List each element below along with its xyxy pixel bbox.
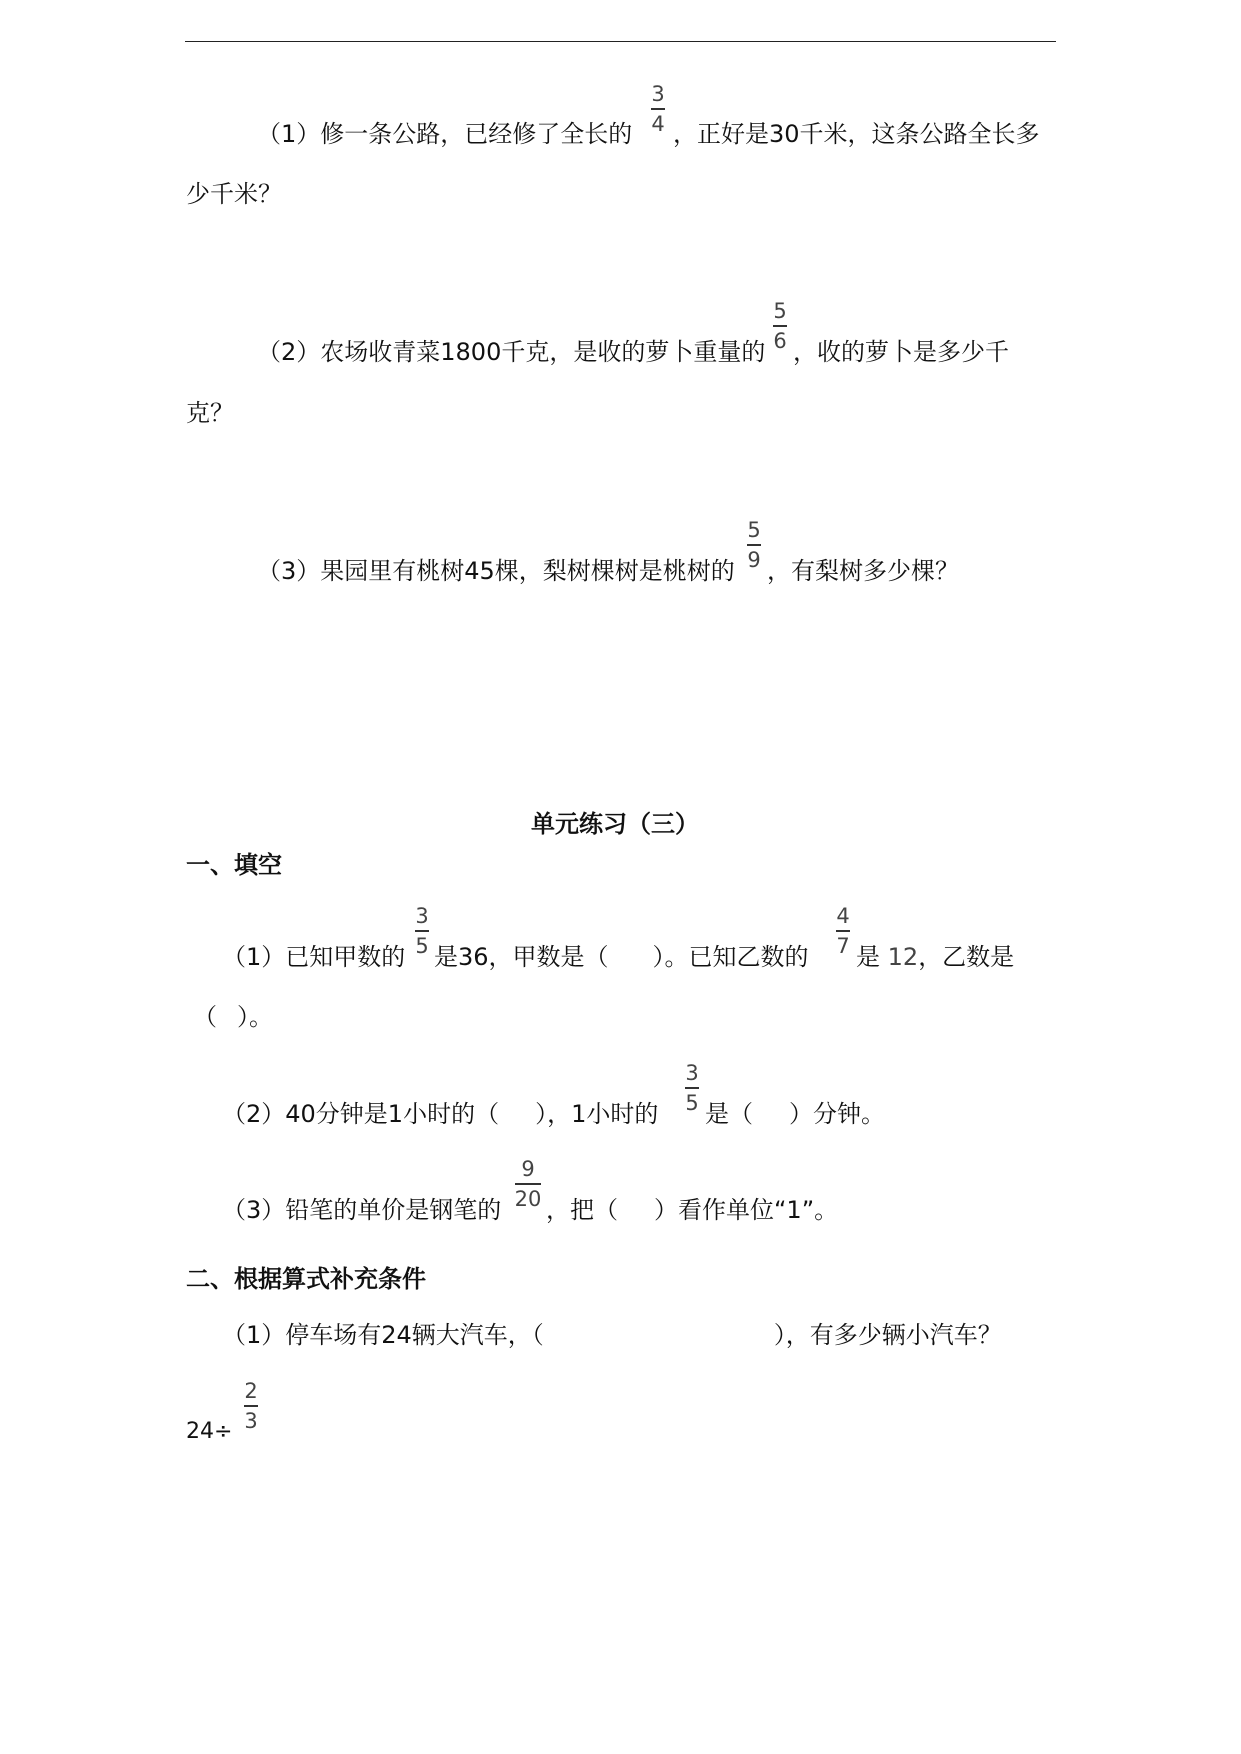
section-heading-complete-conditions: 二、根据算式补充条件: [186, 1265, 426, 1293]
fill-blank-1-text-d: 是: [856, 943, 880, 971]
problem-3-after: [767, 556, 959, 586]
fraction-3-5: [411, 905, 433, 957]
fill-blank-1-a: [222, 942, 405, 972]
fill-blank-1-text-c: ）。已知乙数的: [652, 943, 809, 971]
fraction-bar: [685, 1087, 699, 1089]
condition-1-text-a: （1）停车场有24辆大汽车，（: [222, 1321, 544, 1349]
unit-title: 单元练习（三）: [531, 810, 699, 838]
fill-blank-2-c: [705, 1099, 885, 1129]
numerator: 5: [747, 518, 761, 542]
problem-2-text-before: （2）农场收青菜1800千克，是收的萝卜重量的: [257, 338, 766, 366]
numerator: 3: [415, 904, 429, 928]
fraction-5-6: [769, 300, 791, 352]
problem-2: [257, 337, 765, 367]
problem-1-text-before: （1）修一条公路，已经修了全长的: [257, 120, 633, 148]
formula: [186, 1417, 232, 1447]
fraction-bar: [773, 325, 787, 327]
fill-blank-2-text-c: 是（: [705, 1100, 753, 1128]
fill-blank-3-a: [222, 1195, 501, 1225]
problem-3-text-before: （3）果园里有桃树45棵，梨树棵树是桃树的: [257, 557, 735, 585]
formula-prefix: 24÷: [186, 1419, 233, 1444]
denominator: 5: [415, 933, 429, 958]
numerator: 3: [651, 82, 665, 106]
condition-1: [222, 1320, 1002, 1350]
denominator: 5: [685, 1090, 699, 1115]
problem-2-text-line2: 克？: [186, 399, 234, 427]
denominator: 20: [514, 1186, 542, 1211]
numerator: 4: [836, 904, 850, 928]
denominator: 3: [244, 1408, 258, 1433]
fill-blank-1-b: [434, 942, 809, 972]
fill-blank-2-a: [222, 1099, 658, 1129]
fill-blank-1-text-b: 是36，甲数是（: [434, 943, 609, 971]
fraction-bar: [651, 108, 665, 110]
fraction-5-9: [743, 519, 765, 571]
problem-1-line2: [186, 179, 282, 209]
fraction-bar: [244, 1405, 258, 1407]
problem-2-after: [793, 337, 1009, 367]
numerator: 9: [521, 1157, 535, 1181]
fill-blank-3-b: [546, 1195, 838, 1225]
paren-open: （: [193, 1003, 217, 1031]
problem-2-text-after: ，收的萝卜是多少千: [793, 338, 1009, 366]
fraction-bar: [415, 930, 429, 932]
fill-blank-3-text-b: ，把（: [546, 1196, 618, 1224]
fraction-3-5: [681, 1062, 703, 1114]
numerator: 3: [685, 1061, 699, 1085]
denominator: 7: [836, 933, 850, 958]
header-rule: [185, 41, 1056, 42]
problem-1-text-line2: 少千米？: [186, 180, 282, 208]
problem-1: [257, 119, 632, 149]
denominator: 9: [747, 547, 761, 572]
problem-3-text-after: ，有梨树多少棵？: [767, 557, 959, 585]
fraction-4-7: [832, 905, 854, 957]
denominator: 4: [651, 111, 665, 136]
problem-1-text-after: ，正好是30千米，这条公路全长多: [673, 120, 1040, 148]
value-12: 12: [887, 943, 919, 971]
fraction-3-4: [647, 83, 669, 135]
fill-blank-1-text-e: ，乙数是: [918, 943, 1015, 971]
fraction-bar: [836, 930, 850, 932]
denominator: 6: [773, 328, 787, 353]
problem-3: [257, 556, 735, 586]
fraction-bar: [515, 1183, 541, 1185]
fill-blank-3-text-a: （3）铅笔的单价是钢笔的: [222, 1196, 502, 1224]
fill-blank-2-text-d: ）分钟。: [789, 1100, 885, 1128]
fill-blank-3-text-c: ）看作单位“1”。: [654, 1196, 839, 1224]
fraction-bar: [747, 544, 761, 546]
problem-2-line2: [186, 398, 234, 428]
fill-blank-1-line2: [193, 1002, 273, 1032]
fill-blank-1-d: [856, 942, 1014, 972]
condition-1-text-b: ），有多少辆小汽车？: [773, 1321, 1002, 1349]
problem-1-after: [673, 119, 1040, 149]
numerator: 5: [773, 299, 787, 323]
fraction-9-20: [512, 1158, 544, 1210]
section-heading-fill-blank: 一、填空: [186, 851, 282, 879]
fraction-2-3: [240, 1380, 262, 1432]
numerator: 2: [244, 1379, 258, 1403]
fill-blank-2-text-b: ），1小时的: [535, 1100, 659, 1128]
fill-blank-2-text-a: （2）40分钟是1小时的（: [222, 1100, 500, 1128]
paren-close: ）。: [237, 1003, 273, 1031]
fill-blank-1-text-a: （1）已知甲数的: [222, 943, 406, 971]
